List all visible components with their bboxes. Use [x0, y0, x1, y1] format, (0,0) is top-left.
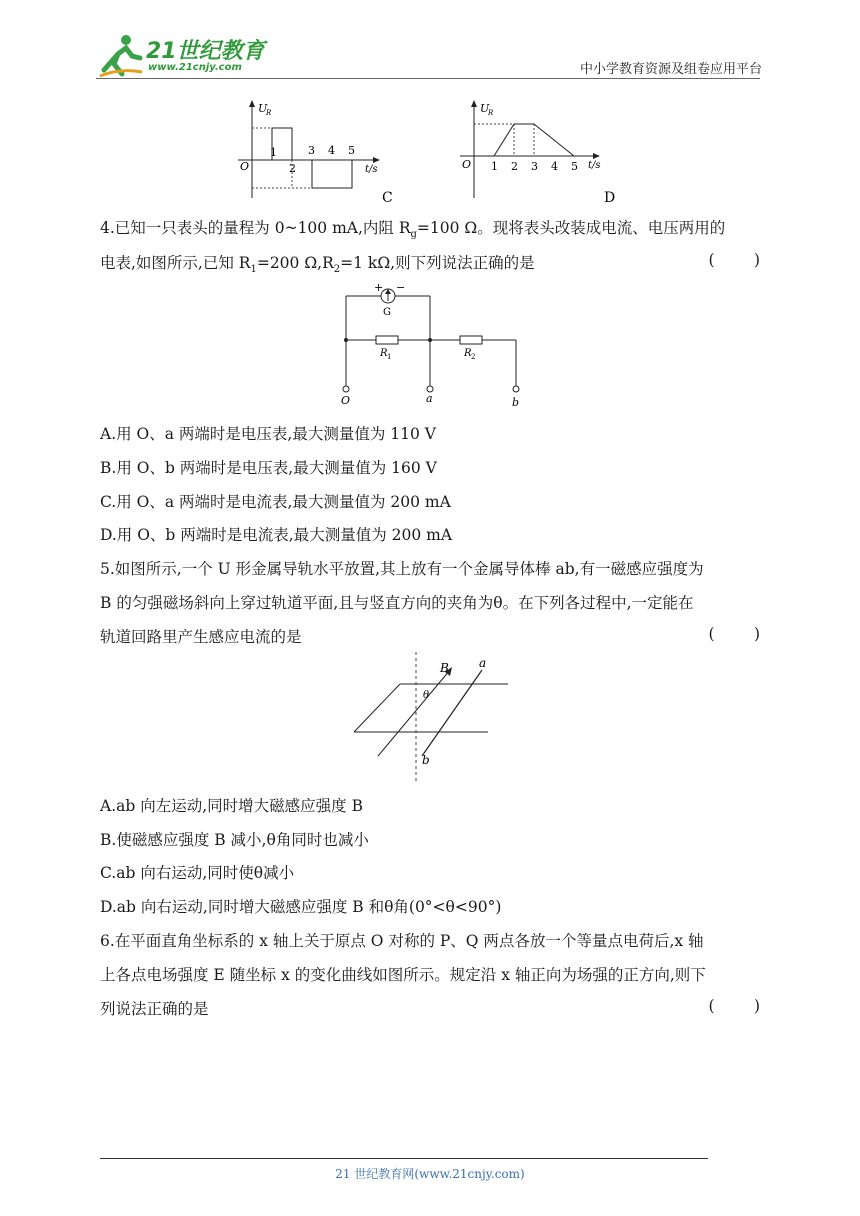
q5-answer-paren: ( )	[708, 625, 760, 643]
q5-theta-label: θ	[423, 690, 430, 701]
circuit-r1: R	[380, 348, 388, 359]
c-tick-3: 3	[308, 144, 315, 157]
circuit-plus: +	[374, 282, 384, 294]
header-platform-text: 中小学教育资源及组卷应用平台	[579, 62, 762, 77]
d-ylabel: U	[480, 102, 490, 115]
d-tick-2: 2	[511, 160, 518, 173]
q6-line-1: 6.在平面直角坐标系的 x 轴上关于原点 O 对称的 P、Q 两点各放一个等量点电荷后,x 轴	[100, 932, 704, 950]
q5-option-b: B.使磁感应强度 B 减小,θ角同时也减小	[100, 831, 369, 849]
logo-text: 21世纪教育	[146, 39, 265, 64]
circuit-r2: R	[464, 348, 472, 359]
c-ylabel: U	[258, 102, 268, 115]
q5-rail-diagram	[348, 652, 518, 784]
d-tick-5: 5	[571, 160, 578, 173]
circuit-b: b	[512, 396, 520, 409]
circuit-a: a	[426, 392, 433, 405]
q5-option-d: D.ab 向右运动,同时增大磁感应强度 B 和θ角(0°<θ<90°)	[100, 898, 502, 916]
circuit-r2-sub: 2	[471, 353, 476, 361]
q5-a-label: a	[479, 656, 487, 670]
q4-answer-paren: ( )	[708, 251, 760, 269]
header-divider	[96, 78, 760, 79]
circuit-r1-sub: 1	[387, 353, 392, 361]
c-label: C	[382, 190, 393, 206]
q4-option-d: D.用 O、b 两端时是电流表,最大测量值为 200 mA	[100, 526, 453, 544]
c-tick-4: 4	[328, 144, 335, 157]
q4-line2c: =1 kΩ,则下列说法正确的是	[340, 254, 535, 272]
q5-line-1: 5.如图所示,一个 U 形金属导轨水平放置,其上放有一个金属导体棒 ab,有一磁感应强度为	[100, 560, 704, 578]
d-xlabel: t/s	[588, 160, 601, 171]
q4-line-1	[100, 216, 725, 240]
q5-option-c: C.ab 向右运动,同时使θ减小	[100, 864, 295, 882]
d-tick-3: 3	[531, 160, 538, 173]
c-ysub: R	[266, 109, 272, 117]
q5-line-3: 轨道回路里产生感应电流的是	[100, 628, 302, 646]
c-tick-2: 2	[289, 162, 296, 175]
runner-logo-icon	[96, 32, 144, 78]
d-origin: O	[462, 158, 472, 171]
q6-line-2: 上各点电场强度 E 随坐标 x 的变化曲线如图所示。规定沿 x 轴正向为场强的正方向,则下	[100, 966, 706, 984]
q6-line-3: 列说法正确的是	[100, 1000, 209, 1018]
q5-b-label: B	[440, 661, 449, 675]
circuit-g-label: G	[383, 307, 391, 318]
logo-url: www.21cnjy.com	[148, 62, 242, 73]
q4-option-c: C.用 O、a 两端时是电流表,最大测量值为 200 mA	[100, 493, 451, 511]
q4-option-b: B.用 O、b 两端时是电压表,最大测量值为 160 V	[100, 459, 437, 477]
q4-line2-sub2: 2	[333, 264, 341, 276]
d-tick-4: 4	[551, 160, 558, 173]
graph-c	[228, 98, 398, 206]
d-tick-1: 1	[491, 160, 498, 173]
site-logo	[96, 32, 266, 80]
q4-line-2	[100, 251, 535, 275]
c-xlabel: t/s	[365, 164, 378, 175]
footer-divider	[100, 1158, 708, 1159]
c-tick-1: 1	[270, 146, 277, 159]
q6-answer-paren: ( )	[708, 997, 760, 1015]
footer-text: 21 世纪教育网(www.21cnjy.com)	[335, 1167, 525, 1181]
q5-option-a: A.ab 向左运动,同时增大磁感应强度 B	[100, 797, 363, 815]
c-tick-5: 5	[348, 144, 355, 157]
c-origin: O	[240, 160, 250, 173]
graph-d	[454, 98, 624, 206]
d-label: D	[604, 190, 616, 206]
d-ysub: R	[488, 109, 494, 117]
circuit-o: O	[341, 394, 351, 407]
q4-line1-sub: g	[410, 229, 417, 241]
q4-line1-rest: =100 Ω。现将表头改装成电流、电压两用的	[416, 219, 726, 237]
q4-line2b: =200 Ω,R	[256, 254, 334, 272]
q4-line2a: 电表,如图所示,已知 R	[100, 254, 251, 272]
q5-line-2: B 的匀强磁场斜向上穿过轨道平面,且与竖直方向的夹角为θ。在下列各过程中,一定能在	[100, 594, 694, 612]
q4-circuit-diagram	[330, 282, 530, 410]
circuit-minus: −	[396, 282, 406, 294]
q4-line1-text: 4.已知一只表头的量程为 0~100 mA,内阻 R	[100, 219, 411, 237]
q5-b-rod-label: b	[422, 753, 430, 767]
q4-line2-sub1: 1	[250, 264, 257, 276]
q4-option-a: A.用 O、a 两端时是电压表,最大测量值为 110 V	[100, 425, 436, 443]
